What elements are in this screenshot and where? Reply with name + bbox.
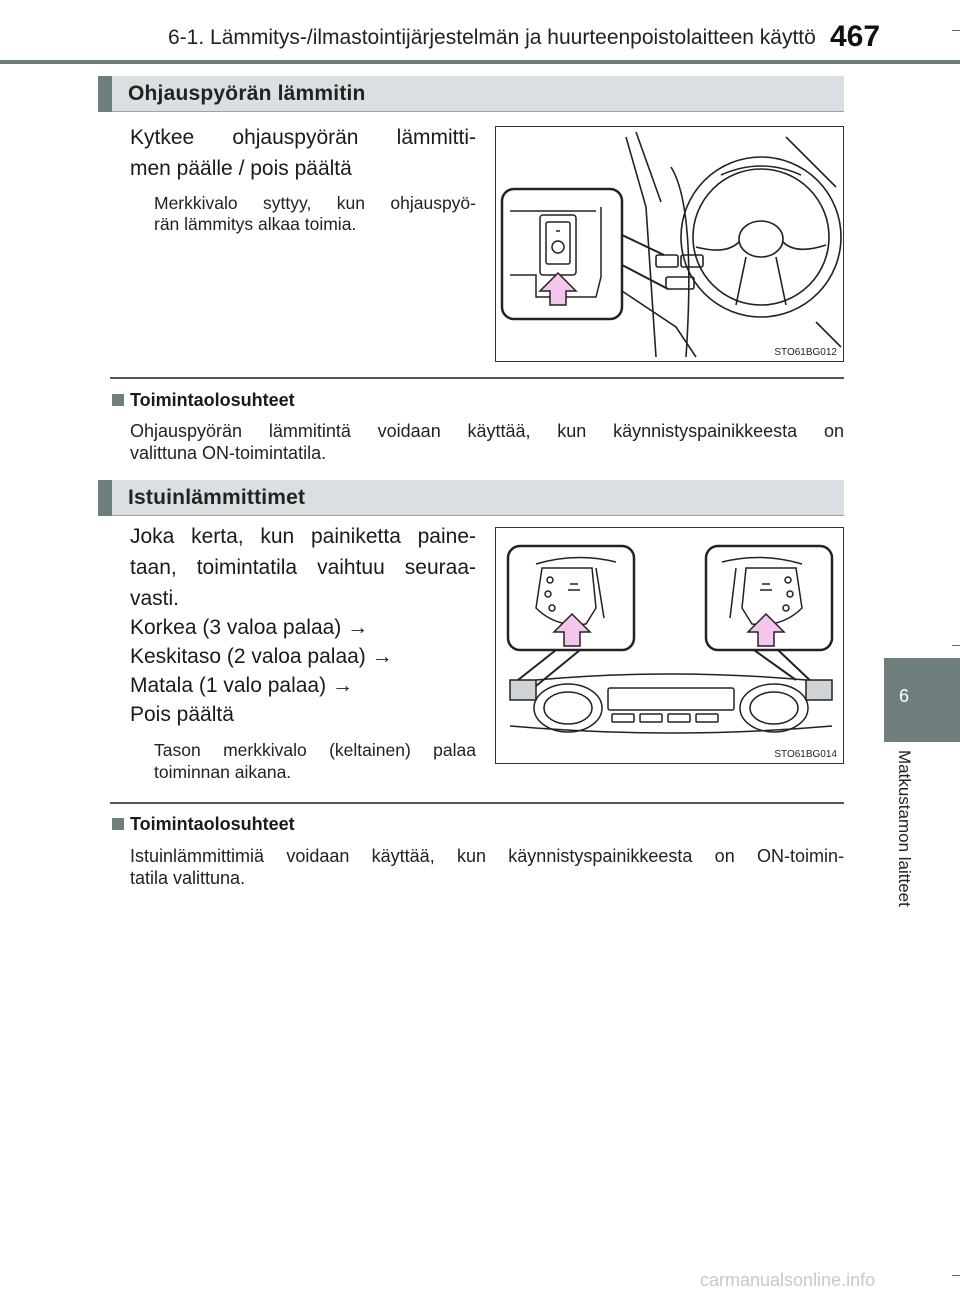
subsection-heading [112,390,295,411]
subsection-heading-label: Toimintaolosuhteet [130,814,295,834]
section-heading-seat-heaters [98,480,844,516]
mode-item [130,699,234,730]
chapter-caption-text: Matkustamon laitteet [895,750,914,907]
note-line: toiminnan aikana. [154,762,292,782]
mode-item [130,641,393,672]
arrow-right-icon: → [331,674,353,697]
subsection-text-line: Ohjauspyörän lämmitintä voidaan käyttää, kun käynnistyspainikkeesta on [130,421,844,441]
chapter-side-tab [884,658,960,742]
note-line: Tason merkkivalo (keltainen) palaa [154,740,476,760]
crop-mark [952,645,960,646]
section-heading-label: Ohjauspyörän lämmitin [128,82,366,105]
mode-item [130,670,353,701]
crop-mark [952,1275,960,1276]
arrow-right-icon: → [347,616,369,639]
header-rule [0,60,960,64]
figure-code: STO61BG012 [774,347,837,358]
intro-line: taan, toimintatila vaihtuu seuraa- [130,556,476,579]
subsection-heading-label: Toimintaolosuhteet [130,390,295,410]
bullet-square-icon [112,818,124,830]
subsection-heading [112,814,295,835]
steering-heater-illustration [496,127,843,361]
intro-line: Joka kerta, kun painiketta paine- [130,525,476,548]
seat-heater-illustration [496,528,843,763]
mode-label: Pois päältä [130,703,234,726]
mode-label: Keskitaso (2 valoa palaa) [130,645,366,668]
subsection-text-line: tatila valittuna. [130,868,246,888]
page-header [0,0,960,60]
heading-bar [98,76,112,112]
note-line: Merkkivalo syttyy, kun ohjauspyö- [154,193,476,213]
crop-mark [952,30,960,31]
intro-line: vasti. [130,587,180,610]
watermark: carmanualsonline.info [700,1270,876,1290]
chapter-side-caption [888,750,918,950]
section-heading-steering-heater [98,76,844,112]
note-line: rän lämmitys alkaa toimia. [154,214,357,234]
arrow-right-icon: → [371,645,393,668]
heading-bar [98,480,112,516]
intro-line: men päälle / pois päältä [130,157,352,180]
chapter-title: 6-1. Lämmitys-/ilmastointijärjestelmän ja huurteenpoistolaitteen käyttö [168,26,816,49]
seat-heater-figure [495,527,844,764]
intro-line: Kytkee ohjauspyörän lämmitti- [130,126,476,149]
mode-item [130,612,368,643]
figure-code: STO61BG014 [774,749,837,760]
mode-label: Matala (1 valo palaa) [130,674,327,697]
page-number: 467 [830,20,881,53]
bullet-square-icon [112,394,124,406]
steering-heater-figure [495,126,844,362]
divider-rule [110,802,844,804]
subsection-text-line: Istuinlämmittimiä voidaan käyttää, kun käynnistyspainikkeesta on ON-toimin- [130,846,844,866]
section-heading-label: Istuinlämmittimet [128,486,306,509]
mode-label: Korkea (3 valoa palaa) [130,616,342,639]
subsection-text-line: valittuna ON-toimintatila. [130,443,327,463]
divider-rule [110,377,844,379]
chapter-number: 6 [898,686,909,706]
